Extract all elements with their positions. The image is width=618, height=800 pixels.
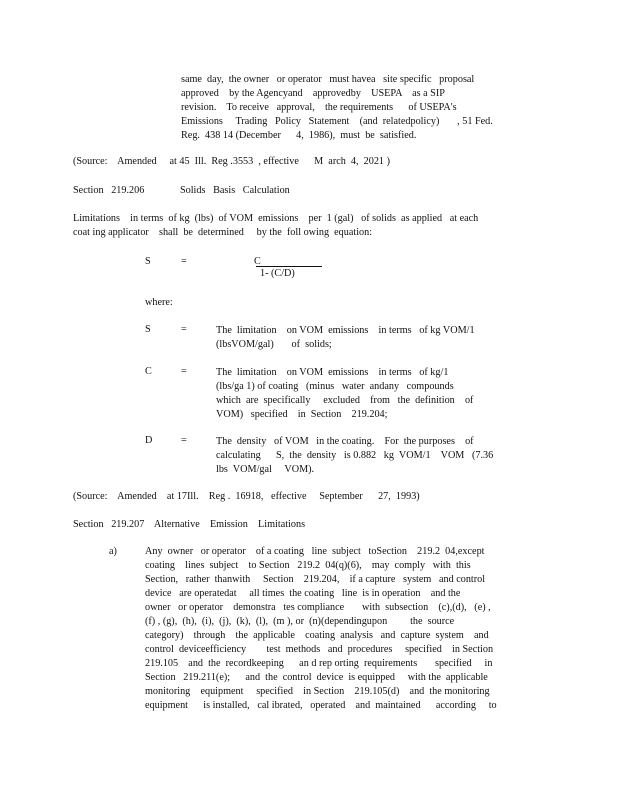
item-a-line-2: coating lines subject to Section 219.2 04(q)(6), may comply with this bbox=[145, 560, 471, 571]
definition-s-line-2: (lbsVOM/gal) of solids; bbox=[216, 339, 332, 350]
item-a-line-1: Any owner or operator of a coating line subject toSection 219.2 04,except bbox=[145, 546, 485, 557]
definition-c-line-3: which are specifically excluded from the definition of bbox=[216, 395, 474, 406]
definition-d-text bbox=[216, 435, 496, 477]
definition-equals-c: = bbox=[181, 366, 187, 377]
definition-d-line-1: The density of VOM in the coating. For the purposes of bbox=[216, 436, 474, 447]
item-a-text bbox=[145, 545, 495, 713]
definition-d-line-3: lbs VOM/gal VOM). bbox=[216, 464, 315, 475]
item-a-line-7: category) through the applicable coating analysis and capture system and bbox=[145, 630, 489, 641]
source-note-amended-1993: (Source: Amended at 17Ill. Reg . 16918, effective September 27, 1993) bbox=[73, 491, 420, 502]
section-219-206-heading: Section 219.206 Solids Basis Calculation bbox=[73, 185, 290, 196]
item-a-line-8: control deviceefficiency test methods and procedures specified in Section bbox=[145, 644, 494, 655]
item-a-line-9: 219.105 and the recordkeeping an d rep orting requirements specified in bbox=[145, 658, 493, 669]
item-a-line-6: (f) , (g), (h), (i), (j), (k), (l), (m ), or (n)(dependingupon the source bbox=[145, 616, 455, 627]
equation-equals: = bbox=[181, 256, 187, 267]
continuation-line-5: Reg. 438 14 (December 4, 1986), must be satisfied. bbox=[181, 130, 417, 141]
fraction-bar bbox=[256, 266, 322, 267]
definition-symbol-s: S bbox=[145, 324, 151, 335]
item-a-line-11: monitoring equipment specified in Section 219.105(d) and the monitoring bbox=[145, 686, 490, 697]
equation-denominator: 1- (C/D) bbox=[260, 268, 295, 279]
source-note-amended-2021: (Source: Amended at 45 Ill. Reg .3553 , effective M arch 4, 2021 ) bbox=[73, 156, 390, 167]
continuation-line-4: Emissions Trading Policy Statement (and relatedpolicy) , 51 Fed. bbox=[181, 116, 493, 127]
definition-s-line-1: The limitation on VOM emissions in terms of kg VOM/1 bbox=[216, 325, 475, 336]
definition-c-line-4: VOM) specified in Section 219.204; bbox=[216, 409, 388, 420]
item-a-line-4: device are operatedat all times the coating line is in operation and the bbox=[145, 588, 461, 599]
definition-s-text bbox=[216, 324, 496, 352]
intro-line-1: Limitations in terms of kg (lbs) of VOM emissions per 1 (gal) of solids as applied at each bbox=[73, 213, 479, 224]
where-label: where: bbox=[145, 297, 173, 308]
continuation-line-3: revision. To receive approval, the requirements of USEPA's bbox=[181, 102, 457, 113]
definition-c-line-1: The limitation on VOM emissions in terms of kg/1 bbox=[216, 367, 449, 378]
definition-c-line-2: (lbs/ga 1) of coating (minus water andany compounds bbox=[216, 381, 454, 392]
definition-c-text bbox=[216, 366, 496, 422]
definition-equals-d: = bbox=[181, 435, 187, 446]
equation-lhs: S bbox=[145, 256, 151, 267]
continuation-paragraph bbox=[181, 73, 491, 143]
continuation-line-2: approved by the Agencyand approvedby USEPA as a SIP bbox=[181, 88, 445, 99]
definition-equals-s: = bbox=[181, 324, 187, 335]
item-a-line-12: equipment is installed, cal ibrated, operated and maintained according to bbox=[145, 700, 497, 711]
definition-symbol-d: D bbox=[145, 435, 153, 446]
item-a-line-5: owner or operator demonstra tes compliance with subsection (c),(d), (e) , bbox=[145, 602, 491, 613]
item-a-label: a) bbox=[109, 546, 117, 557]
continuation-line-1: same day, the owner or operator must havea site specific proposal bbox=[181, 74, 475, 85]
item-a-line-3: Section, rather thanwith Section 219.204, if a capture system and control bbox=[145, 574, 486, 585]
definition-symbol-c: C bbox=[145, 366, 152, 377]
section-219-207-heading: Section 219.207 Alternative Emission Limitations bbox=[73, 519, 306, 530]
definition-d-line-2: calculating S, the density is 0.882 kg VOM/1 VOM (7.36 bbox=[216, 450, 494, 461]
intro-line-2: coat ing applicator shall be determined by the foll owing equation: bbox=[73, 227, 373, 238]
equation-numerator: C bbox=[254, 256, 261, 267]
item-a-line-10: Section 219.211(e); and the control device is equipped with the applicable bbox=[145, 672, 488, 683]
